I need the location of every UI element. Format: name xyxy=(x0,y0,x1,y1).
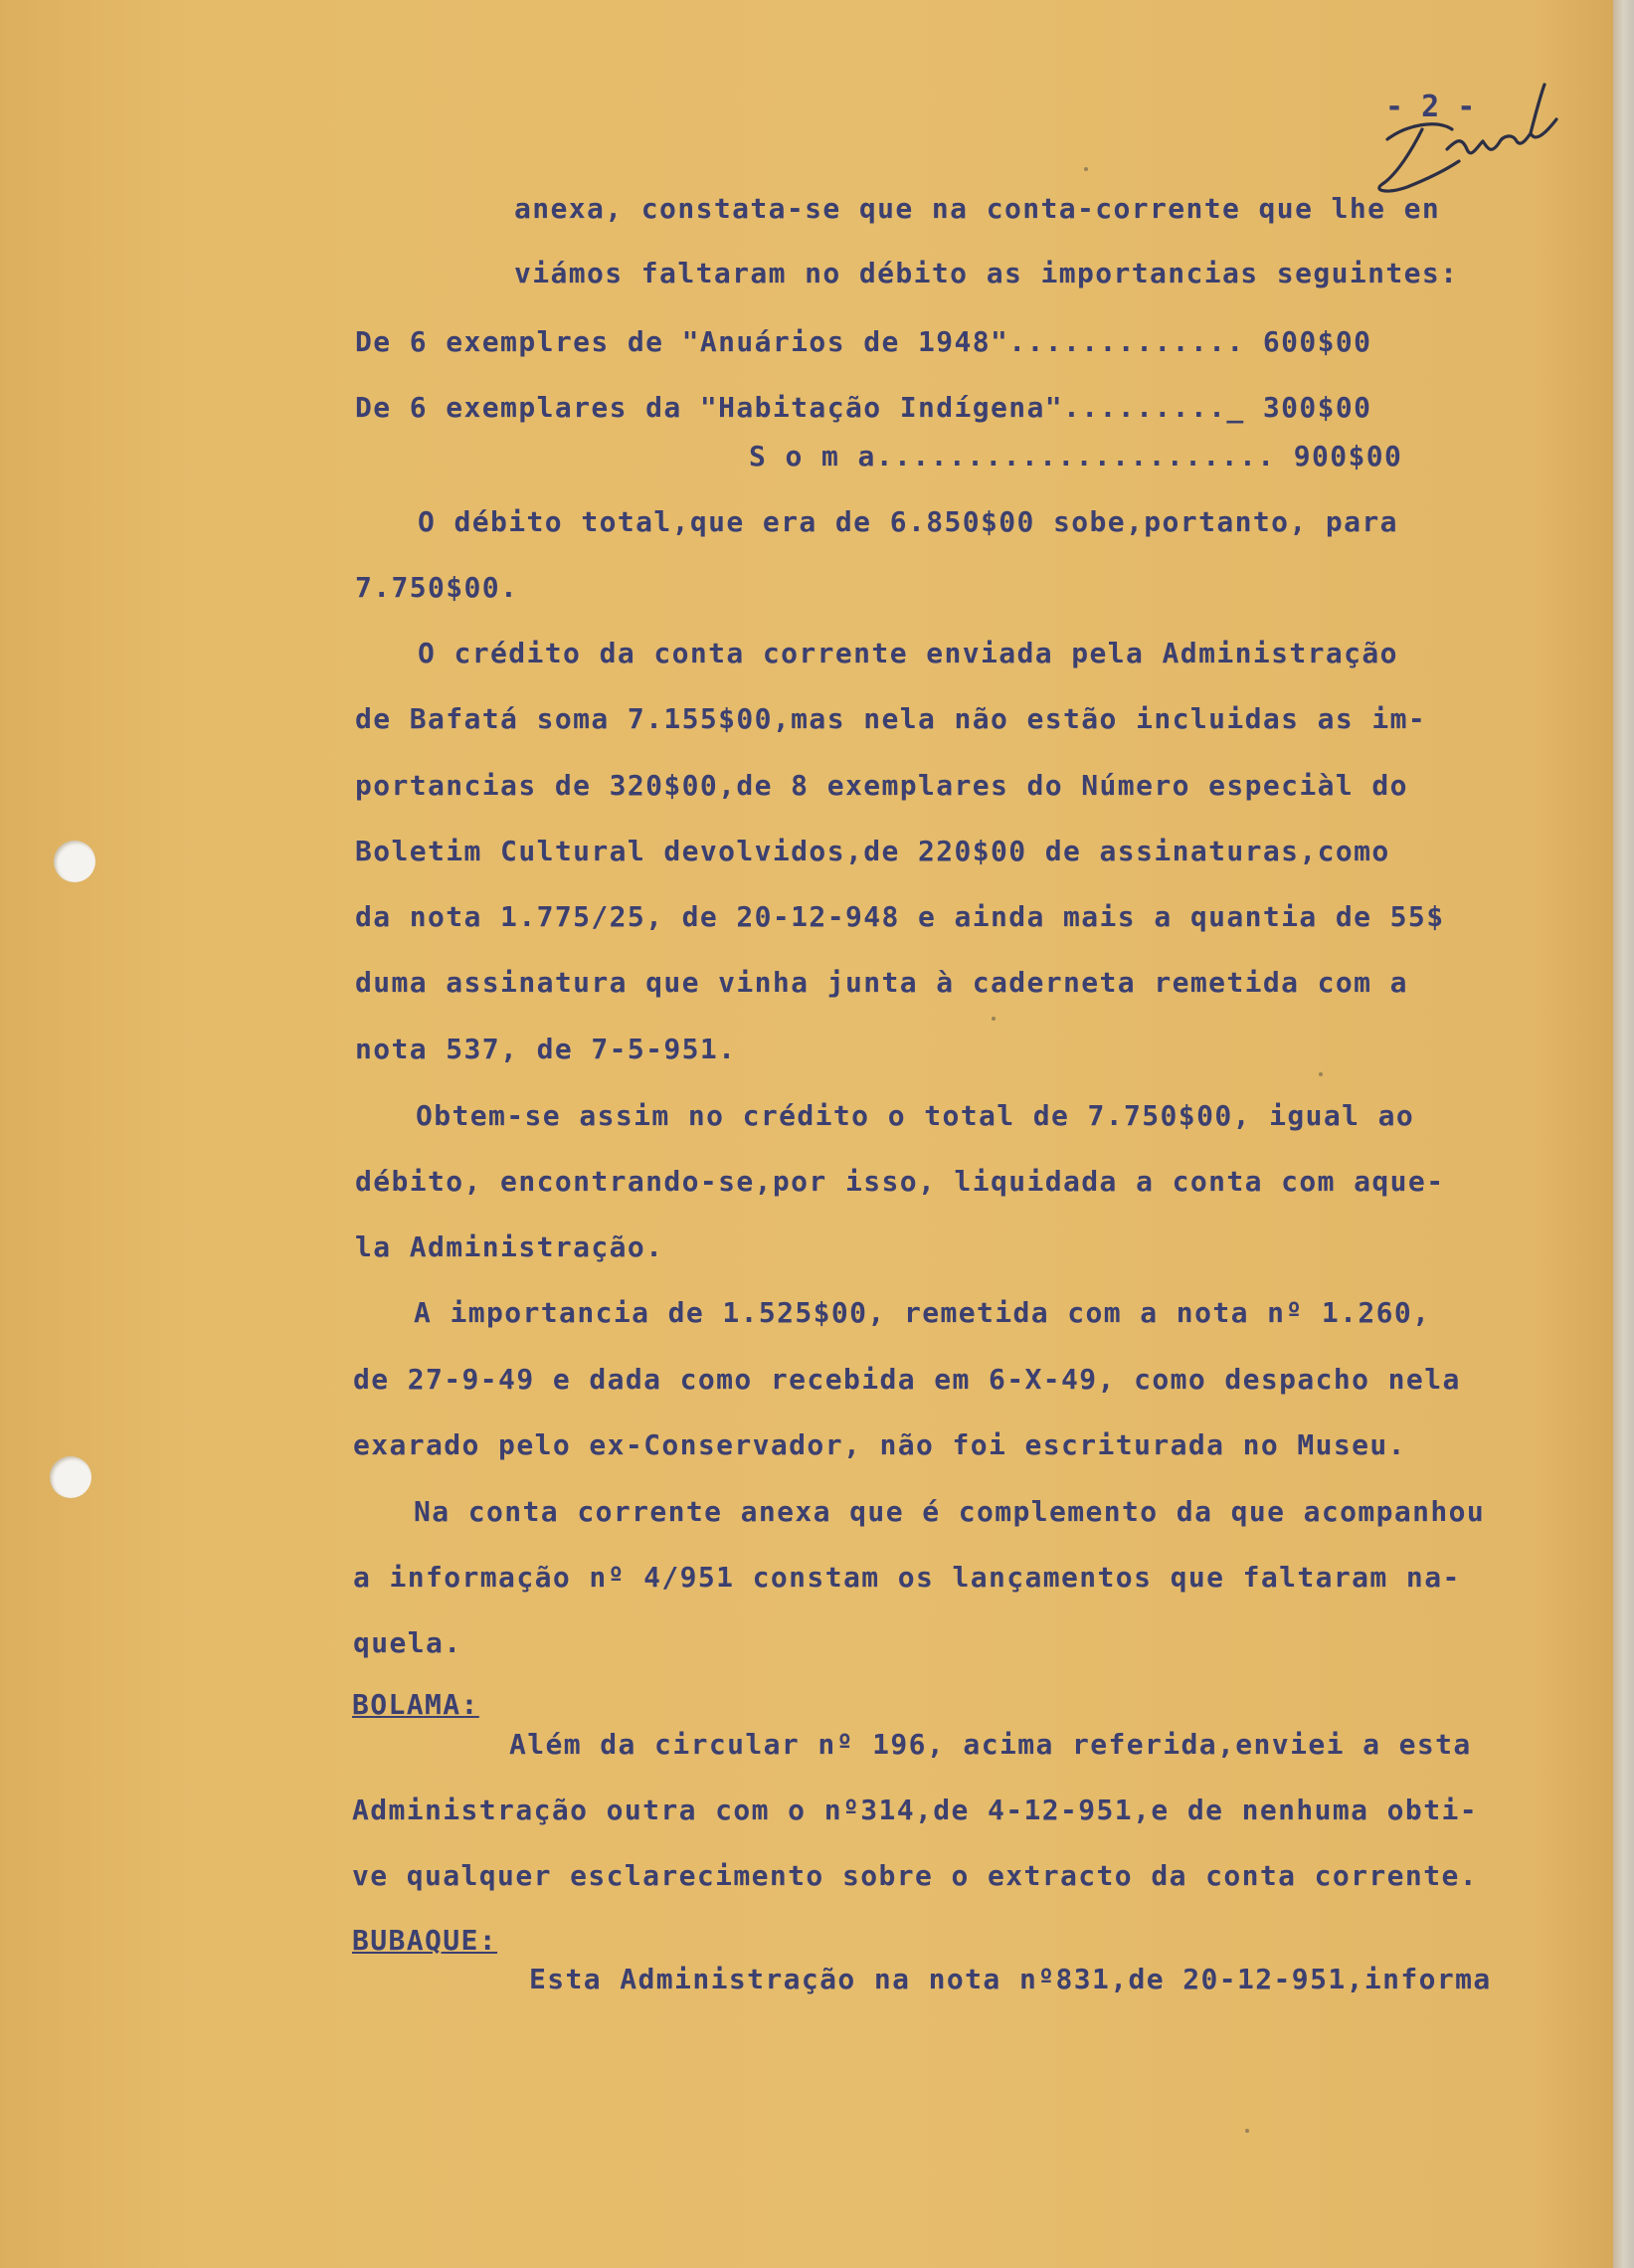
text-line: viámos faltaram no débito as importancias seguintes: xyxy=(514,257,1459,289)
punch-hole-top xyxy=(54,841,95,882)
text-line: a informação nº 4/951 constam os lançamentos que faltaram na- xyxy=(353,1561,1461,1594)
text-line: Além da circular nº 196, acima referida,enviei a esta xyxy=(509,1728,1472,1761)
text-line: O débito total,que era de 6.850$00 sobe,portanto, para xyxy=(418,505,1398,538)
text-line: ve qualquer esclarecimento sobre o extracto da conta corrente. xyxy=(352,1859,1478,1892)
text-line: nota 537, de 7-5-951. xyxy=(355,1033,737,1065)
text-line: la Administração. xyxy=(355,1230,664,1263)
section-heading-bubaque: BUBAQUE: xyxy=(352,1924,498,1957)
paper-speck xyxy=(1084,167,1088,171)
text-line: Boletim Cultural devolvidos,de 220$00 de assinaturas,como xyxy=(355,835,1390,867)
text-line: da nota 1.775/25, de 20-12-948 e ainda mais a quantia de 55$ xyxy=(355,900,1445,933)
handwritten-signature xyxy=(1367,70,1566,199)
text-line: De 6 exemplres de "Anuários de 1948"............. 600$00 xyxy=(355,325,1372,358)
paper-speck xyxy=(1245,2129,1249,2133)
text-line: O crédito da conta corrente enviada pela Administração xyxy=(418,637,1398,669)
section-heading-bolama: BOLAMA: xyxy=(352,1688,479,1721)
page-edge xyxy=(1613,0,1634,2268)
text-line: Obtem-se assim no crédito o total de 7.750$00, igual ao xyxy=(416,1099,1415,1132)
paper-speck xyxy=(992,1017,996,1021)
text-line: Esta Administração na nota nº831,de 20-12-951,informa xyxy=(529,1963,1492,1995)
text-line: débito, encontrando-se,por isso, liquidada a conta com aque- xyxy=(355,1165,1445,1198)
text-line: S o m a...................... 900$00 xyxy=(749,440,1403,472)
text-line: De 6 exemplares da "Habitação Indígena"........._ 300$00 xyxy=(355,391,1372,424)
text-line: de Bafatá soma 7.155$00,mas nela não estão incluidas as im- xyxy=(355,702,1427,735)
text-line: duma assinatura que vinha junta à caderneta remetida com a xyxy=(355,966,1408,999)
text-line: Na conta corrente anexa que é complemento da que acompanhou xyxy=(414,1495,1486,1528)
text-line: 7.750$00. xyxy=(355,571,519,604)
page-number: - 2 - xyxy=(1385,90,1476,124)
text-line: anexa, constata-se que na conta-corrente que lhe en xyxy=(514,192,1441,225)
text-line: portancias de 320$00,de 8 exemplares do Número especiàl do xyxy=(355,769,1408,802)
text-line: exarado pelo ex-Conservador, não foi escriturada no Museu. xyxy=(353,1428,1406,1461)
text-line: quela. xyxy=(353,1626,462,1659)
text-line: A importancia de 1.525$00, remetida com a nota nº 1.260, xyxy=(414,1296,1431,1329)
text-line: de 27-9-49 e dada como recebida em 6-X-49, como despacho nela xyxy=(353,1363,1461,1396)
paper-speck xyxy=(1319,1072,1323,1076)
punch-hole-bottom xyxy=(50,1456,91,1498)
text-line: Administração outra com o nº314,de 4-12-951,e de nenhuma obti- xyxy=(352,1794,1478,1826)
